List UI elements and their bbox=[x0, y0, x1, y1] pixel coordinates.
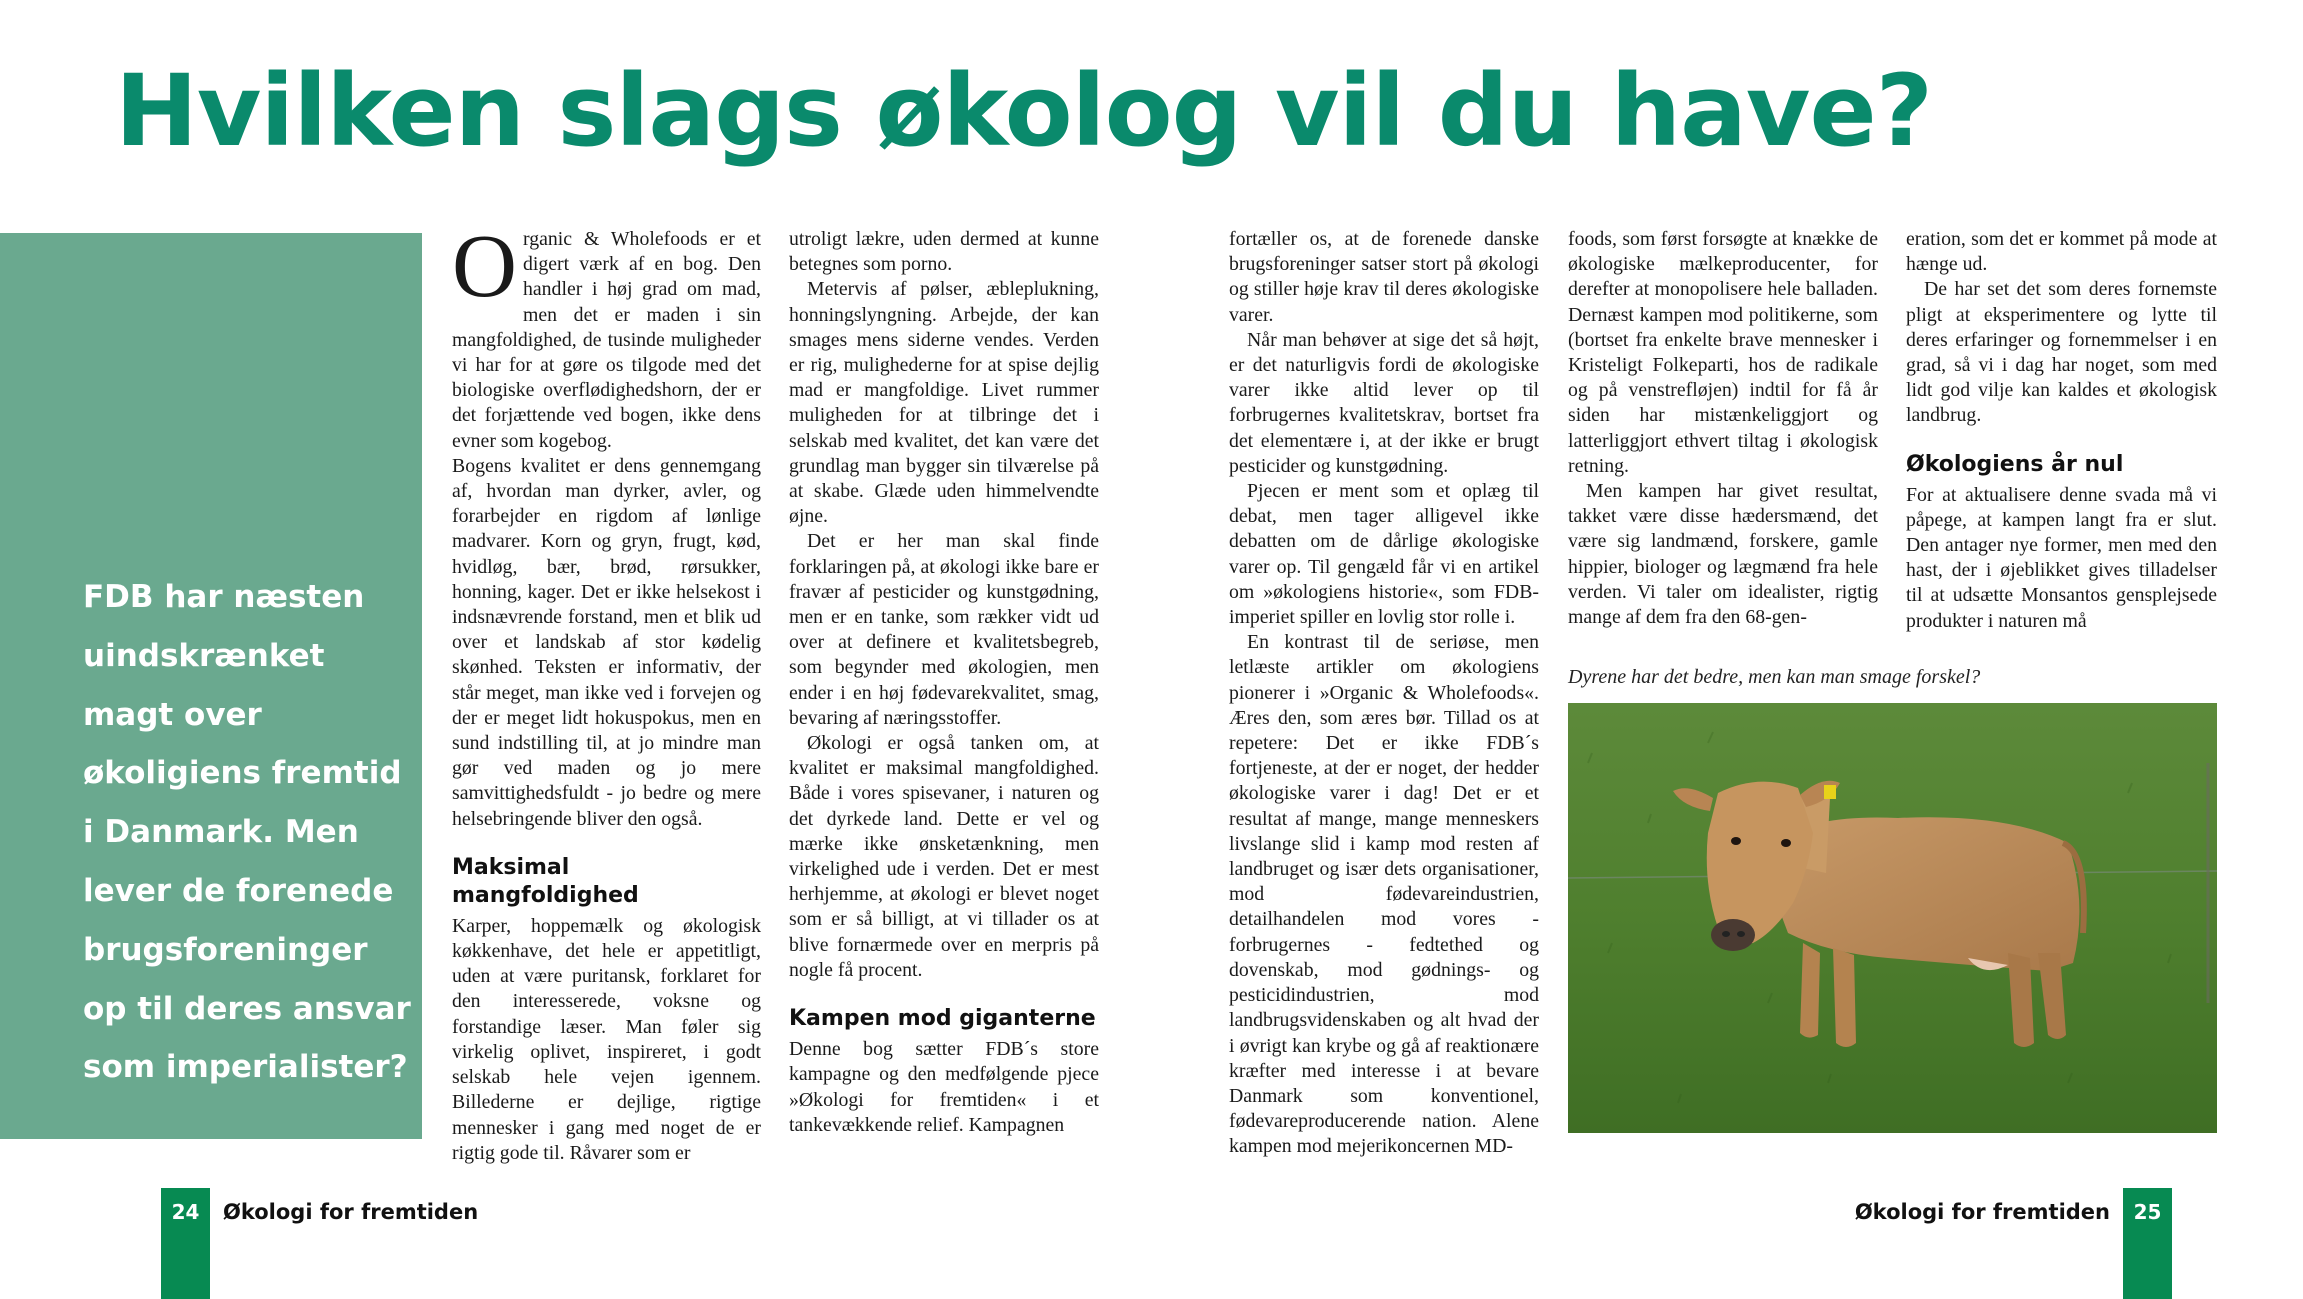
paragraph: Metervis af pølser, æbleplukning, honningslyngning. Arbejde, der kan smages mens siderne vendes. Verden er rig, mulighederne for at spise dejlig mad er mangfoldige. Livet rummer muligheden for at tilbringe det i selskab med kvalitet, det kan være det grundlag man bygger sin tilværelse på at skabe. Glæde uden himmelvendte øjne. bbox=[789, 278, 1099, 528]
paragraph: utroligt lækre, uden dermed at kunne betegnes som porno. bbox=[789, 228, 1099, 276]
paragraph: Når man behøver at sige det så højt, er det naturligvis fordi de økologiske varer ikke altid lever op til forbrugernes kvalitetskrav, bortset fra det elementære i, at der ikke er brugt pesticider og kunstgødning. bbox=[1229, 328, 1539, 477]
article-column-1 bbox=[452, 217, 761, 1166]
paragraph: fortæller os, at de forenede danske brugsforeninger satser stort på økologi og stiller høje krav til deres økologiske varer. bbox=[1229, 228, 1539, 326]
page-title: Hvilken slags økolog vil du have? bbox=[115, 54, 1933, 169]
cow-illustration bbox=[1568, 703, 2217, 1133]
paragraph: Men kampen har givet resultat, takket være disse hædersmænd, det være sig landmænd, forskere, gamle hippier, biologer og lægmænd fra hele verden. Vi taler om idealister, rigtig mange af dem fra den 68-gen- bbox=[1568, 480, 1878, 629]
paragraph: For at aktualisere denne svada må vi påpege, at kampen langt fra er slut. Den antager nye former, men med den hast, der i øjeblikket gives tilladelser til at udsætte Monsantos gensplejsede produkter i naturen må bbox=[1906, 483, 2217, 632]
paragraph: Karper, hoppemælk og økologisk køkkenhave, det hele er appetitligt, uden at være puritansk, forklaret for den interesserede, voksne og forstandige læser. Man føler sig virkelig oplivet, inspireret, i godt selskab hele vejen igennem. Billederne er dejlige, rigtige mennesker i gang med noget de er rigtig gode til. Råvarer som er bbox=[452, 914, 761, 1164]
article-column-5 bbox=[1906, 227, 2217, 634]
paragraph: Økologi er også tanken om, at kvalitet er maksimal mangfoldighed. Både i vores spisevaner, i naturen og det dyrkede land. Dette er vel og mærke ikke ønsketænkning, men virkelighed ude i verden. Det er mest herhjemme, at økologi er blevet noget som er så billigt, at vi tillader os at blive fornærmede over en merpris på nogle få procent. bbox=[789, 732, 1099, 981]
section-heading: Maksimal mangfoldighed bbox=[452, 854, 639, 908]
article-column-2 bbox=[789, 227, 1099, 1138]
section-heading: Økologiens år nul bbox=[1906, 451, 2124, 477]
page-number-left: 24 bbox=[171, 1200, 200, 1224]
footer-label-right: Økologi for fremtiden bbox=[1854, 1200, 2110, 1224]
cow-photo bbox=[1568, 703, 2217, 1133]
sidebar-panel bbox=[0, 233, 422, 1139]
paragraph: Bogens kvalitet er dens gennemgang af, hvordan man dyrker, avler, og forarbejder en rigdom af lønlige madvarer. Korn og gryn, frugt, kød, hvidløg, bær, brød, rørsukker, honning, kager. Det er ikke helsekost i indsnævrende forstand, men et blik ud over et landskab af stor kødelig skønhed. Teksten er informativ, der står meget, man ikke ved i forvejen og der er meget lidt hokuspokus, men en sund indstilling til, at jo mindre man gør ved maden og jo mere samvittighedsfuldt - jo bedre og mere helsebringende bliver den også. bbox=[452, 454, 761, 830]
paragraph: eration, som det er kommet på mode at hænge ud. bbox=[1906, 228, 2217, 276]
paragraph: Denne bog sætter FDB´s store kampagne og den medfølgende pjece »Økologi for fremtiden« i et tankevækkende relief. Kampagnen bbox=[789, 1038, 1099, 1136]
article-column-4 bbox=[1568, 227, 1878, 630]
photo-caption: Dyrene har det bedre, men kan man smage forskel? bbox=[1568, 666, 1981, 688]
paragraph: Organic & Wholefoods er et digert værk af en bog. Den handler i høj grad om mad, men det er maden i sin mangfoldighed, de tusinde muligheder vi har for at gøre os tilgode med det biologiske overflødighedshorn, der er det forjættende ved bogen, ikke dens evner som kogebog. bbox=[452, 217, 761, 452]
paragraph: De har set det som deres fornemste pligt at eksperimentere og lytte til deres erfaringer og fornemmelser i en grad, så vi i dag har noget, som med lidt god vilje kan kaldes et økologisk landbrug. bbox=[1906, 278, 2217, 427]
paragraph: Det er her man skal finde forklaringen på, at økologi ikke bare er fravær af pesticider og kunstgødning, men er en tanke, som rækker vidt ud over at definere et kvalitetsbegreb, som begynder med økologien, men ender i en høj fødevarekvalitet, smag, bevaring af næringsstoffer. bbox=[789, 530, 1099, 729]
footer-label-left: Økologi for fremtiden bbox=[223, 1200, 479, 1224]
section-heading: Kampen mod giganterne bbox=[789, 1006, 1096, 1032]
paragraph: En kontrast til de seriøse, men letlæste artikler om økologiens pionerer i »Organic & Wholefoods«. Æres den, som æres bør. Tillad os at repetere: Det er ikke FDB´s fortjeneste, at der er noget, der hedder økologiske varer i dag! Det er et resultat af mange, mange menneskers livslange slid i kamp mod resten af landbruget og især dets organisationer, mod fødevareindustrien, detailhandelen mod vores - forbrugernes - fedtethed og dovenskab, mod gødnings- og pesticidindustrien, mod landbrugsvidenskaben og alt hvad der i øvrigt kan krybe og gå af reaktionære kræfter med interesse i at bevare Danmark som konventionel, fødevareproducerende nation. Alene kampen mod mejerikoncernen MD- bbox=[1229, 631, 1539, 1158]
pull-quote: FDB har næsten uindskrænket magt over økoligiens fremtid i Danmark. Men lever de forenede brugsforeninger op til deres ansvar som imperialister? bbox=[83, 579, 411, 1086]
paragraph: Pjecen er ment som et oplæg til debat, men tager alligevel ikke debatten om de dårlige økologiske varer op. Til gengæld får vi en artikel om »økologiens historie«, som FDB-imperiet spiller en lovlig stor rolle i. bbox=[1229, 480, 1539, 629]
drop-cap: O bbox=[452, 217, 517, 316]
article-column-3 bbox=[1229, 227, 1539, 1160]
page-number-right: 25 bbox=[2133, 1200, 2162, 1224]
paragraph: foods, som først forsøgte at knække de økologiske mælkeproducenter, for derefter at monopolisere hele balladen. Dernæst kampen mod politikerne, som (bortset fra enkelte brave mennesker i Kristeligt Folkeparti, hos de radikale og på venstrefløjen) indtil for få år siden har mistænkeliggjort og latterliggjort ethvert tiltag i økologisk retning. bbox=[1568, 228, 1878, 477]
